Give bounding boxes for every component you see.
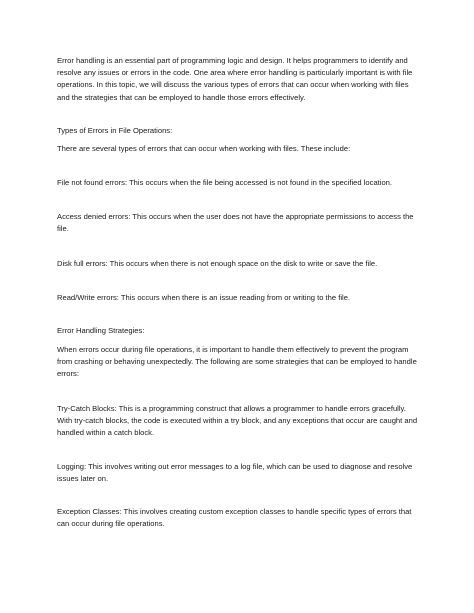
strategies-intro: When errors occur during file operations, it is important to handle them effectively to prevent the program from crashing or behaving unexpectedly. The following are some strategies that can be employed to handle errors: bbox=[57, 345, 417, 379]
exception-classes-paragraph: Exception Classes: This involves creating custom exception classes to handle specific types of errors that can occur during file operations. bbox=[57, 507, 412, 529]
intro-paragraph: Error handling is an essential part of programming logic and design. It helps programmers to identify and resolve any issues or errors in the code. One area where error handling is particularly important is with file operations. In this topic, we will discuss the various types of errors that can occur when working with files and the strategies that can be employed to handle those errors effectively. bbox=[57, 56, 413, 102]
error-types-intro: There are several types of errors that can occur when working with files. These include: bbox=[57, 144, 351, 153]
try-catch-paragraph: Try-Catch Blocks: This is a programming construct that allows a programmer to handle errors gracefully. With try-catch blocks, the code is executed within a try block, and any exceptions that occur are caught and handled within a catch block. bbox=[57, 404, 418, 438]
file-not-found-paragraph: File not found errors: This occurs when the file being accessed is not found in the specified location. bbox=[57, 178, 393, 187]
disk-full-paragraph: Disk full errors: This occurs when there is not enough space on the disk to write or save the file. bbox=[57, 259, 378, 268]
access-denied-paragraph: Access denied errors: This occurs when the user does not have the appropriate permissions to access the file. bbox=[57, 212, 414, 234]
read-write-paragraph: Read/Write errors: This occurs when there is an issue reading from or writing to the file. bbox=[57, 293, 351, 302]
logging-paragraph: Logging: This involves writing out error messages to a log file, which can be used to diagnose and resolve issues later on. bbox=[57, 462, 413, 484]
section-heading-strategies: Error Handling Strategies: bbox=[57, 326, 145, 335]
section-heading-error-types: Types of Errors in File Operations: bbox=[57, 126, 173, 135]
